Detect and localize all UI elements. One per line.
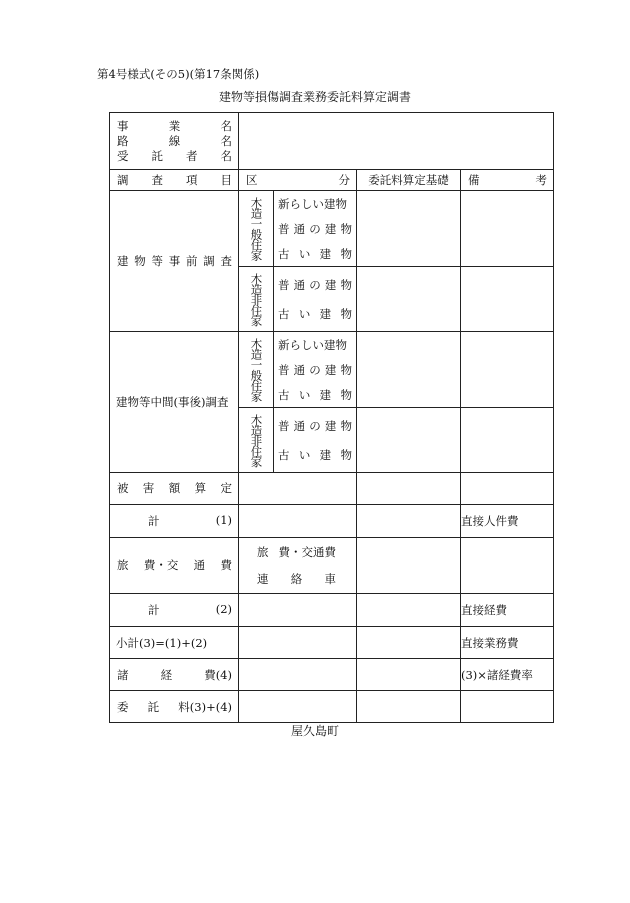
building-new-label: 新らしい建物 <box>278 337 347 352</box>
mid-survey-general-row <box>110 332 554 408</box>
misc-row <box>110 659 554 691</box>
label-route-name: 路 線 名 <box>117 133 232 148</box>
damage-calc-row <box>110 473 554 505</box>
remarks-cell[interactable] <box>461 191 554 267</box>
subtotal-remark: 直接業務費 <box>461 627 554 659</box>
misc-label: 諸 経 費(4) <box>117 667 232 682</box>
damage-calc-label: 被 害 額 算 定 <box>117 481 232 495</box>
building-normal-label: 普 通 の 建 物 <box>278 221 352 236</box>
building-old-label: 古 い 建 物 <box>278 306 352 321</box>
total1-label: 計 <box>148 514 160 528</box>
footer-municipality: 屋久島町 <box>290 724 339 738</box>
label-contractor-name: 受 託 者 名 <box>117 148 232 163</box>
header-info-value[interactable] <box>239 113 554 170</box>
pre-survey-general-row <box>110 191 554 267</box>
building-old-label: 古 い 建 物 <box>278 387 352 402</box>
building-new-label: 新らしい建物 <box>278 196 347 211</box>
remarks-cell[interactable] <box>461 332 554 408</box>
building-normal-label: 普 通 の 建 物 <box>278 277 352 292</box>
col-header-division: 区 分 <box>246 172 350 187</box>
building-normal-label: 普 通 の 建 物 <box>278 418 352 433</box>
total2-num: (2) <box>215 602 232 616</box>
total1-row <box>110 505 554 538</box>
misc-remark: (3)×諸経費率 <box>461 659 554 691</box>
total1-num: (1) <box>215 513 232 527</box>
column-header-row <box>110 170 554 191</box>
wooden-general-label: 木造一般住家 <box>249 338 264 401</box>
total2-remark: 直接経費 <box>461 594 554 627</box>
col-header-item: 調 査 項 目 <box>117 172 232 187</box>
basis-cell[interactable] <box>357 191 461 267</box>
travel-row <box>110 538 554 594</box>
pre-survey-label: 建 物 等 事 前 調 査 <box>117 253 232 268</box>
header-info-row <box>110 113 554 170</box>
building-old-label: 古 い 建 物 <box>278 246 352 261</box>
travel-label: 旅 費・交 通 費 <box>117 558 232 572</box>
basis-cell[interactable] <box>357 408 461 473</box>
fee-row <box>110 691 554 723</box>
basis-cell[interactable] <box>357 332 461 408</box>
col-header-basis: 委託料算定基礎 <box>357 170 461 191</box>
travel-sub1: 旅 費・交通費 <box>257 544 336 559</box>
building-old-label: 古 い 建 物 <box>278 447 352 462</box>
fee-label: 委 託 料(3)+(4) <box>117 699 232 714</box>
subtotal-label: 小計(3)=(1)+(2) <box>110 627 239 659</box>
total1-remark: 直接人件費 <box>461 505 554 538</box>
mid-survey-label: 建物等中間(事後)調査 <box>110 332 239 473</box>
remarks-cell[interactable] <box>461 267 554 332</box>
wooden-non-label: 木造非住家 <box>249 272 264 326</box>
form-number: 第4号様式(その5)(第17条関係) <box>97 67 260 81</box>
document-title: 建物等損傷調査業務委託料算定調書 <box>218 90 411 104</box>
total2-row <box>110 594 554 627</box>
total2-label: 計 <box>148 603 160 617</box>
building-normal-label: 普 通 の 建 物 <box>278 362 352 377</box>
col-header-remarks: 備 考 <box>468 172 547 187</box>
subtotal-row <box>110 627 554 659</box>
wooden-general-label: 木造一般住家 <box>249 197 264 260</box>
basis-cell[interactable] <box>357 267 461 332</box>
wooden-non-label: 木造非住家 <box>249 413 264 467</box>
remarks-cell[interactable] <box>461 408 554 473</box>
label-project-name: 事 業 名 <box>117 118 232 133</box>
fee-calculation-table <box>109 112 554 723</box>
travel-sub2: 連 絡 車 <box>257 572 336 587</box>
